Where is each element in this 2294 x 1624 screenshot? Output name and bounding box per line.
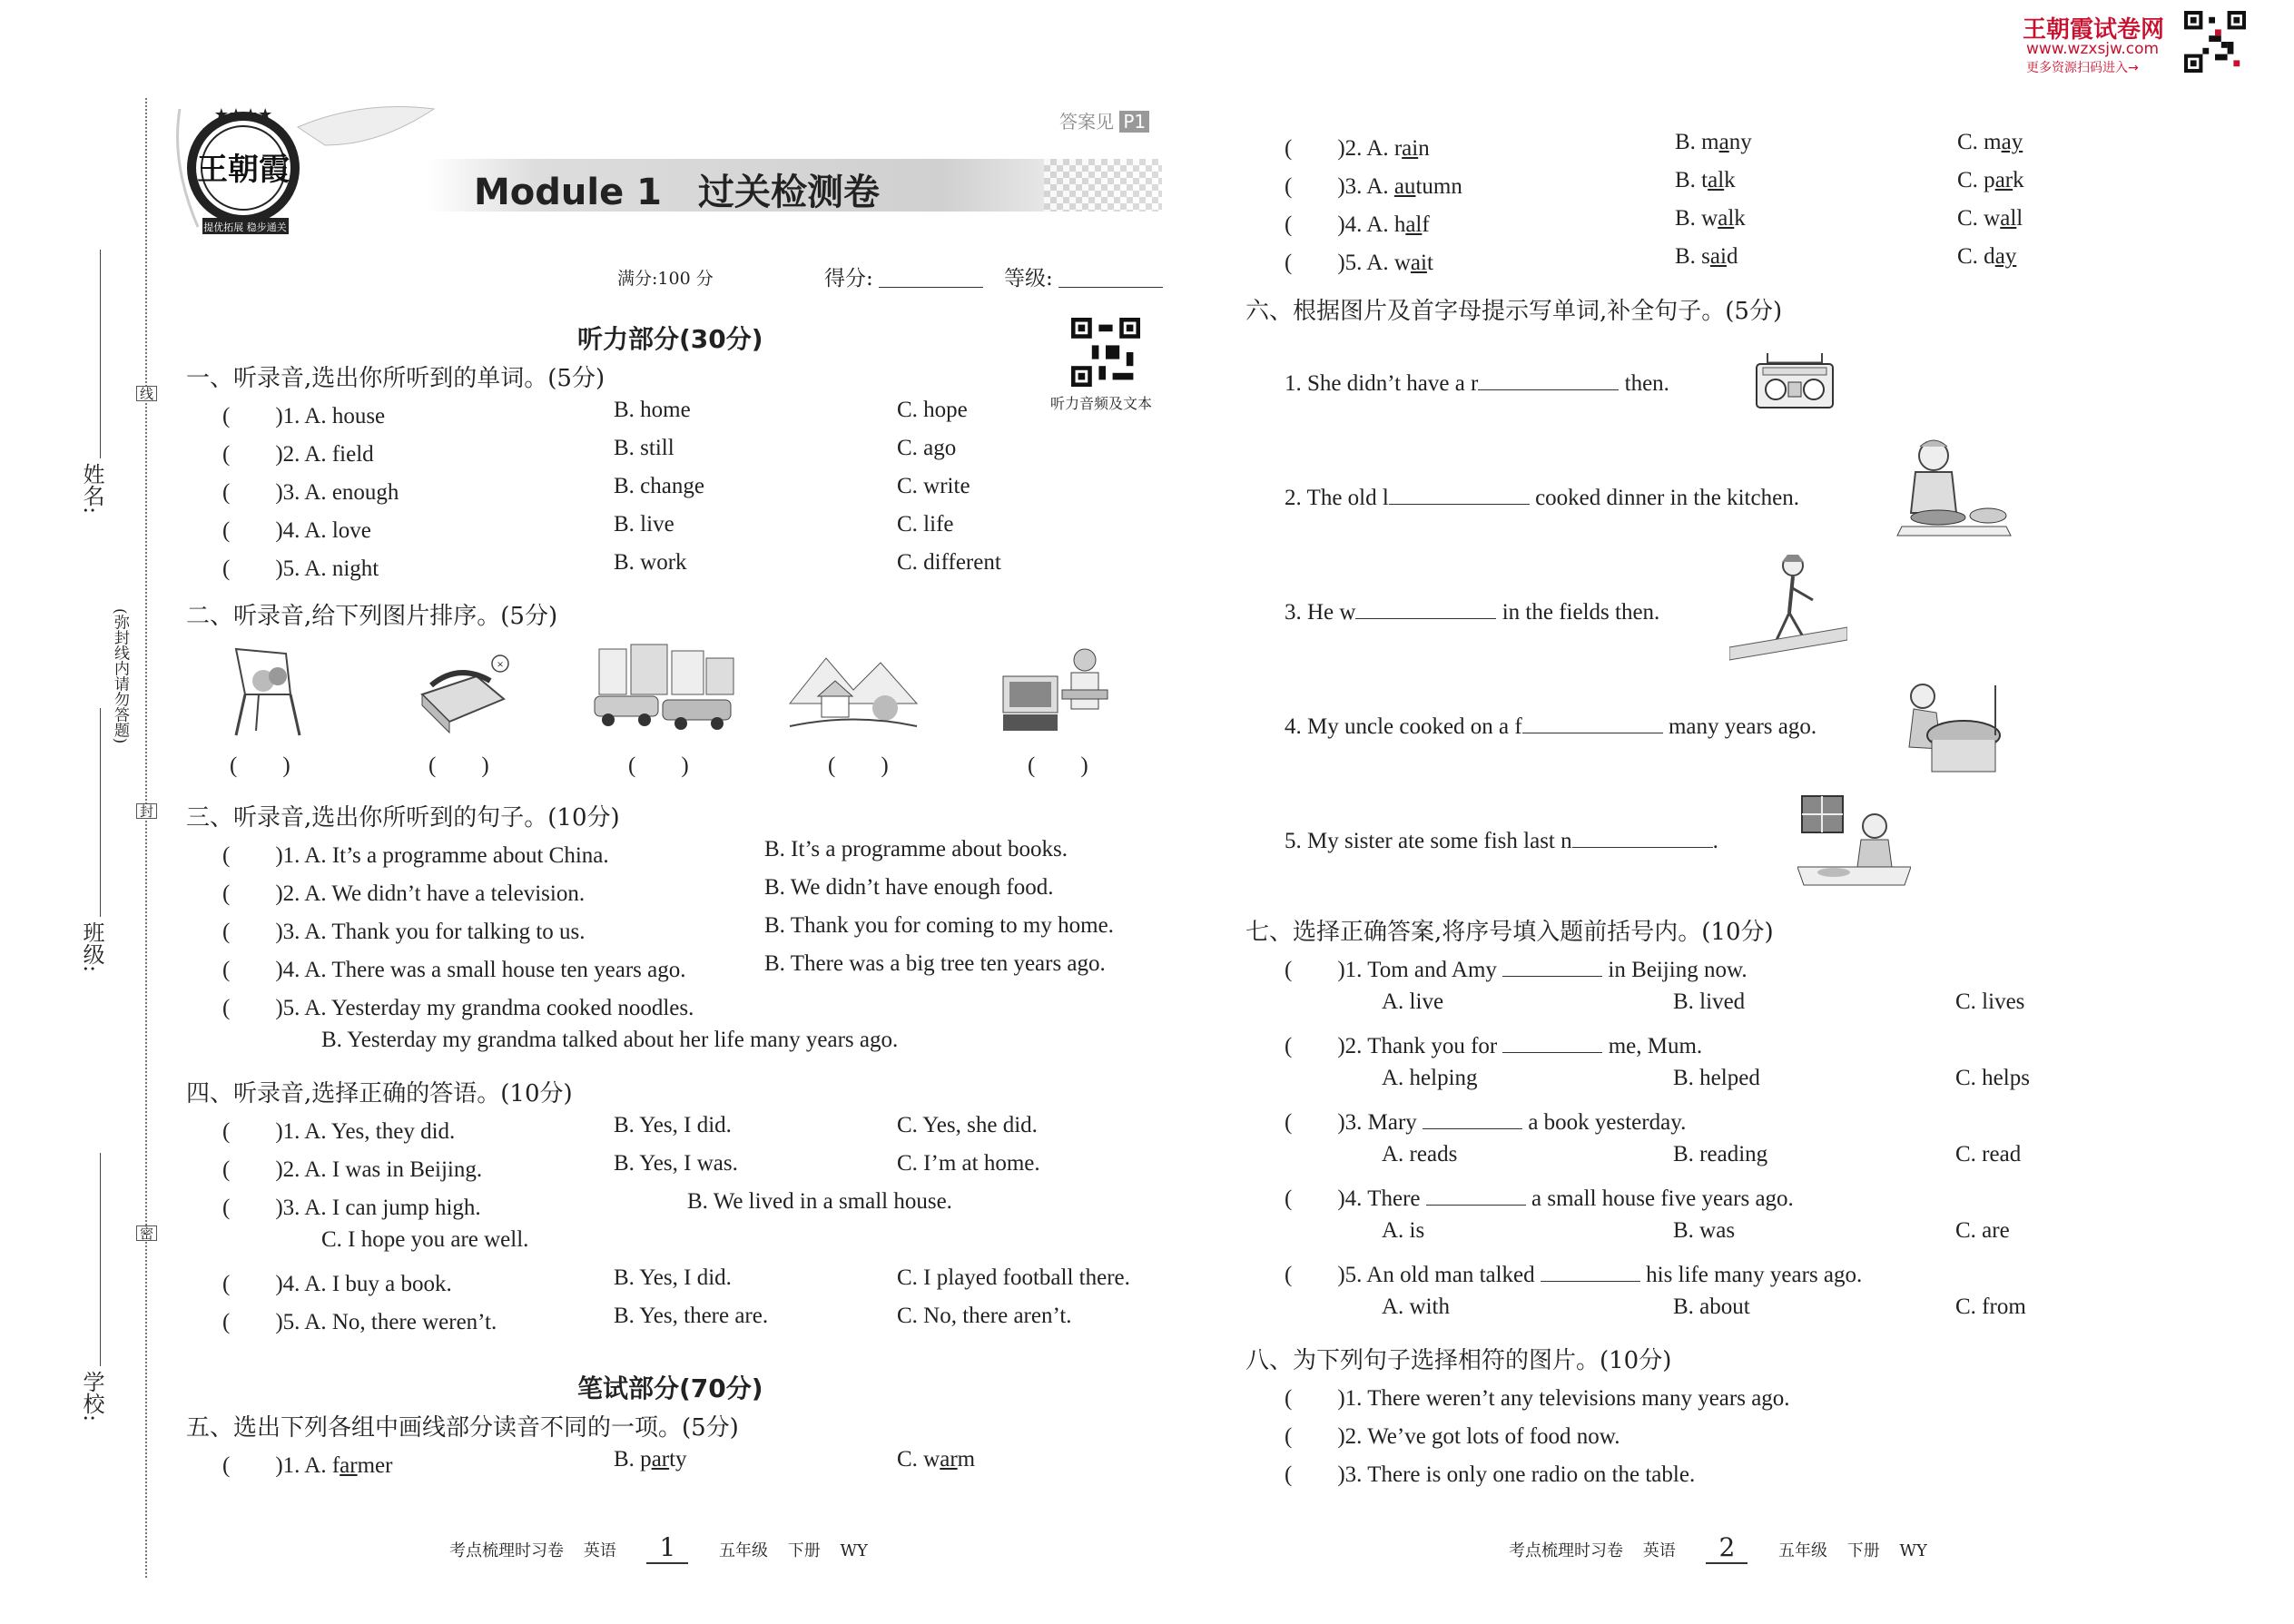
s4-q2-c: C. I’m at home. [897,1151,1040,1176]
s5-q3-c [1957,168,2024,193]
footer2-subject: 英语 [1642,1541,1676,1560]
footer2-grade: 五年级 [1778,1541,1828,1560]
s5-q3-b3: k [1724,168,1736,192]
s2-paren-2[interactable]: ( ) [428,753,489,778]
page1-footer [449,1532,868,1564]
s7-q3-c: C. read [1955,1142,2022,1166]
s7-q2-b: B. helped [1673,1066,1760,1090]
s4-q3-a[interactable]: ( )3. A. I can jump high. [222,1196,481,1220]
seal-char-seal: 封 [136,803,157,819]
s3-q3-b: B. Thank you for coming to my home. [764,913,1114,938]
svg-text:王朝霞: 王朝霞 [197,152,290,188]
s3-q3-a[interactable]: ( )3. A. Thank you for talking to us. [222,920,586,944]
s4-q5-b: B. Yes, there are. [614,1304,769,1328]
s5-q1-b3: ty [669,1447,687,1471]
s5-q2-c1: C. m [1957,130,2002,154]
s7-q2-a: A. helping [1382,1066,1478,1090]
s4-q2-a[interactable]: ( )2. A. I was in Beijing. [222,1157,483,1182]
s5-q5-c [1957,244,2016,270]
s3-q1-a[interactable]: ( )1. A. It’s a programme about China. [222,843,609,868]
s5-q5-b3: d [1726,244,1738,269]
svg-text:提优拓展 稳步通关: 提优拓展 稳步通关 [203,221,287,233]
s7-q2-post: me, Mum. [1602,1034,1703,1058]
footer1-ed: WY [840,1541,868,1560]
s6-q5[interactable] [1285,827,1718,854]
s1-q1-b: B. home [614,398,691,422]
footer2-ed: WY [1899,1541,1927,1560]
s5-q5-c2: ay [1994,244,2017,269]
s7-q3[interactable] [1285,1104,1686,1137]
s5-q1-c3: m [957,1447,976,1471]
s7-q3-b: B. reading [1673,1142,1768,1166]
s4-q1-a[interactable]: ( )1. A. Yes, they did. [222,1119,456,1144]
footer1-series: 考点梳理时习卷 [449,1541,564,1560]
s1-q5-c: C. different [897,550,1001,575]
telephone-picture [413,649,513,740]
s6-q4[interactable] [1285,713,1816,740]
s5-q4-c [1957,206,2023,231]
name-label: 姓名: [79,463,104,515]
s6-q3-pre: 3. He w [1285,600,1356,625]
s6-q1-pre: 1. She didn’t have a r [1285,371,1479,396]
s1-q3[interactable]: ( )3. A. enough [222,480,399,505]
s5-q4-num: ( )4. A. [1285,212,1394,237]
answer-ref-label: 答案见 [1059,111,1114,133]
footer2-page: 2 [1706,1532,1748,1564]
s6-q4-blank[interactable] [1522,713,1663,733]
s4-q1-b: B. Yes, I did. [614,1113,732,1137]
audio-qr-icon[interactable] [1071,318,1140,387]
city-traffic-picture [590,640,740,735]
s5-q3-a3: tumn [1415,174,1462,199]
svg-text:×: × [497,657,504,671]
s7-q4[interactable] [1285,1180,1794,1213]
s5-q4-c1: C. w [1957,206,2001,231]
s7-title: 七、选择正确答案,将序号填入题前括号内。(10分) [1245,919,1774,946]
school-line [100,1153,101,1366]
s7-q2-pre: ( )2. Thank you for [1285,1034,1503,1058]
s7-q1-blank[interactable] [1502,956,1602,977]
s5-q1-a1: f [331,1453,340,1478]
s7-q5-blank[interactable] [1541,1261,1640,1282]
s5-q2-a2: ai [1402,136,1419,161]
s7-q5-pre: ( )5. An old man talked [1285,1263,1541,1287]
page2-footer [1509,1532,1927,1564]
school-label: 学校: [79,1371,104,1422]
s1-q2-b: B. still [614,436,674,460]
farmer-walking-picture [1729,549,1847,663]
s1-q2[interactable]: ( )2. A. field [222,442,374,467]
s7-q2-blank[interactable] [1502,1032,1602,1053]
night-dinner-picture [1797,794,1911,890]
s6-q5-post: . [1712,829,1718,853]
old-lady-cooking-picture [1893,436,2015,549]
s5-q4-c3: l [2016,206,2023,231]
s4-q4-b: B. Yes, I did. [614,1265,732,1290]
s5-q4-b2: al [1718,206,1735,231]
s5-q1-num: ( )1. A. [222,1453,332,1478]
s1-q5[interactable]: ( )5. A. night [222,556,379,581]
s1-q4-b: B. live [614,512,674,536]
s6-q4-post: many years ago. [1662,714,1817,739]
s7-q1-a: A. live [1382,989,1444,1014]
seal-char-line: 线 [136,386,157,401]
s7-q5-post: his life many years ago. [1639,1263,1863,1287]
s6-q1[interactable] [1285,369,1669,397]
s5-title: 五、选出下列各组中画线部分读音不同的一项。(5分) [186,1414,739,1442]
s7-q5-a: A. with [1382,1294,1450,1319]
s3-q2-a[interactable]: ( )2. A. We didn’t have a television. [222,881,586,906]
svg-text:★★★★: ★★★★ [213,105,273,123]
brand-url: www.wzxsjw.com [2026,40,2160,58]
s7-q4-post: a small house five years ago. [1525,1186,1794,1211]
s5-q3-c3: k [2013,168,2024,192]
s5-q1-b1: B. p [614,1447,652,1471]
s6-q2-post: cooked dinner in the kitchen. [1529,486,1799,510]
class-label: 班级: [79,921,104,973]
s5-q5-a3: t [1426,251,1433,275]
s5-q5-b [1675,244,1738,270]
s4-q5-a[interactable]: ( )5. A. No, there weren’t. [222,1310,497,1334]
s5-q4-a2: al [1405,212,1423,237]
score-blank[interactable] [879,287,983,288]
s5-q2-b1: B. m [1675,130,1719,154]
s5-q2-b3: ny [1728,130,1752,154]
s1-q1[interactable]: ( )1. A. house [222,404,386,428]
grade-blank[interactable] [1058,287,1163,288]
s8-q3[interactable]: ( )3. There is only one radio on the table. [1285,1462,1696,1487]
s4-q5-c: C. No, there aren’t. [897,1304,1072,1328]
s8-q2[interactable]: ( )2. We’ve got lots of food now. [1285,1424,1620,1449]
s1-title: 一、听录音,选出你所听到的单词。(5分) [186,365,605,392]
listening-title: 听力部分(30分) [577,324,763,354]
answer-ref [1059,107,1149,133]
name-line [100,250,101,458]
s4-q2-b: B. Yes, I was. [614,1151,738,1176]
brand-more: 更多资源扫码进入→ [2026,61,2139,75]
s7-q5-c: C. from [1955,1294,2026,1319]
s6-q3[interactable] [1285,598,1659,625]
grade-label: 等级: [1004,267,1053,290]
chair-toys-picture [218,640,313,740]
s1-q4-c: C. life [897,512,954,536]
s7-q2-c: C. helps [1955,1066,2030,1090]
s5-q1-a[interactable] [222,1447,392,1480]
s6-q2-pre: 2. The old l [1285,486,1389,510]
s4-title: 四、听录音,选择正确的答语。(10分) [186,1080,573,1107]
s5-q4-a1: h [1393,212,1406,237]
s5-q4-a3: f [1422,212,1430,237]
s5-q5-c1: C. d [1957,244,1995,269]
s7-q4-blank[interactable] [1426,1185,1526,1206]
s8-title: 八、为下列句子选择相符的图片。(10分) [1245,1347,1672,1374]
s5-q3-a2: au [1393,174,1416,199]
s6-q1-post: then. [1619,371,1669,396]
s5-q5-num: ( )5. A. [1285,251,1394,275]
s2-paren-1[interactable]: ( ) [230,753,290,778]
s3-q5-b: B. Yesterday my grandma talked about her life many years ago. [321,1028,899,1052]
s3-q4-a[interactable]: ( )4. A. There was a small house ten years ago. [222,958,686,982]
footer2-vol: 下册 [1846,1541,1880,1560]
s7-q1-pre: ( )1. Tom and Amy [1285,958,1503,982]
s3-q4-b: B. There was a big tree ten years ago. [764,951,1106,976]
s1-q3-c: C. write [897,474,970,498]
s4-q3-c: C. I hope you are well. [321,1227,529,1252]
s6-q2-blank[interactable] [1389,484,1530,505]
s6-q1-blank[interactable] [1478,369,1619,390]
s7-q4-b: B. was [1673,1218,1736,1243]
s7-q2[interactable] [1285,1028,1702,1060]
s5-q1-a3: mer [357,1453,393,1478]
class-line [100,708,101,917]
s5-q5-b1: B. s [1675,244,1710,269]
s7-q5-b: B. about [1673,1294,1750,1319]
s5-q5-b2: ai [1709,244,1727,269]
s7-q4-a: A. is [1382,1218,1425,1243]
s5-q4-b [1675,206,1746,231]
s7-q4-c: C. are [1955,1218,2010,1243]
s5-q3-c1: C. p [1957,168,1995,192]
s6-q2[interactable] [1285,484,1799,511]
s6-q3-post: in the fields then. [1496,600,1660,625]
s1-q5-b: B. work [614,550,687,575]
footer1-vol: 下册 [787,1541,821,1560]
s6-q5-blank[interactable] [1572,827,1713,848]
s5-q2-b2: a [1718,130,1729,154]
s7-q3-blank[interactable] [1423,1108,1522,1129]
s7-q1-b: B. lived [1673,989,1746,1014]
s5-q2-b [1675,130,1752,155]
s7-q1[interactable] [1285,951,1748,984]
brand-name: 王朝霞试卷网 [2023,16,2165,44]
s6-q4-pre: 4. My uncle cooked on a f [1285,714,1522,739]
s1-q1-c: C. hope [897,398,968,422]
s5-q3-a[interactable] [1285,168,1462,201]
s1-q4[interactable]: ( )4. A. love [222,518,371,543]
s7-q4-pre: ( )4. There [1285,1186,1426,1211]
footer1-page: 1 [646,1532,688,1564]
s7-q3-post: a book yesterday. [1522,1110,1687,1135]
s5-q3-c2: ar [1994,168,2013,192]
s7-q1-post: in Beijing now. [1602,958,1748,982]
s5-q4-b3: k [1734,206,1746,231]
qr-code-icon[interactable] [2184,11,2246,73]
s5-q2-a[interactable] [1285,130,1430,162]
footer1-subject: 英语 [583,1541,616,1560]
s4-q1-c: C. Yes, she did. [897,1113,1038,1137]
s7-q1-c: C. lives [1955,989,2025,1014]
s7-q3-a: A. reads [1382,1142,1458,1166]
seal-note: (弥封线内请勿答题) [111,608,129,744]
s5-q2-c2: ay [2001,130,2023,154]
s6-q3-blank[interactable] [1355,598,1496,619]
seal-char-secret: 密 [136,1225,157,1241]
footer2-series: 考点梳理时习卷 [1509,1541,1623,1560]
s6-title: 六、根据图片及首字母提示写单词,补全句子。(5分) [1245,298,1783,325]
s2-paren-4[interactable]: ( ) [828,753,889,778]
s5-q2-c [1957,130,2023,155]
s2-title: 二、听录音,给下列图片排序。(5分) [186,603,558,630]
s5-q4-a[interactable] [1285,206,1430,239]
s2-paren-5[interactable]: ( ) [1028,753,1088,778]
binding-dotted-line [145,98,147,1578]
radio-picture [1754,349,1836,411]
s4-q4-a[interactable]: ( )4. A. I buy a book. [222,1272,452,1296]
s3-q2-b: B. We didn’t have enough food. [764,875,1054,900]
s5-q2-num: ( )2. A. [1285,136,1394,161]
s5-q3-b2: al [1708,168,1725,192]
s8-q1[interactable]: ( )1. There weren’t any televisions many years ago. [1285,1386,1790,1411]
s5-q2-a1: r [1393,136,1403,161]
title-banner-checker [1044,159,1162,212]
s5-q1-c1: C. w [897,1447,940,1471]
s5-q3-num: ( )3. A. [1285,174,1394,199]
s3-title: 三、听录音,选出你所听到的句子。(10分) [186,804,620,832]
writing-title: 笔试部分(70分) [577,1373,763,1403]
s1-q2-c: C. ago [897,436,957,460]
s3-q5-a[interactable]: ( )5. A. Yesterday my grandma cooked noodles. [222,996,694,1020]
s2-paren-3[interactable]: ( ) [628,753,689,778]
s5-q3-b [1675,168,1736,193]
s5-q1-c [897,1447,975,1472]
s5-q4-c2: al [2000,206,2017,231]
footer1-grade: 五年级 [719,1541,769,1560]
s5-q1-a2: ar [340,1453,358,1478]
s5-q2-a3: n [1418,136,1430,161]
village-landscape-picture [785,640,921,740]
s7-q3-pre: ( )3. Mary [1285,1110,1423,1135]
fire-cooking-picture [1886,676,2004,781]
s1-q3-b: B. change [614,474,704,498]
s5-q5-a2: ai [1410,251,1427,275]
score-total: 满分:100 分 [617,269,714,289]
s4-q4-c: C. I played football there. [897,1265,1130,1290]
s4-q3-b: B. We lived in a small house. [687,1189,952,1214]
tv-room-picture [999,640,1112,735]
answer-ref-page: P1 [1119,111,1149,133]
s5-q3-b1: B. t [1675,168,1708,192]
brand-badge-icon [162,91,461,245]
audio-qr-caption: 听力音频及文本 [1050,395,1153,412]
s5-q1-c2: ar [940,1447,958,1471]
score-label: 得分: [824,267,873,290]
page-title: Module 1 过关检测卷 [474,172,880,213]
s6-q5-pre: 5. My sister ate some fish last n [1285,829,1572,853]
s5-q4-b1: B. w [1675,206,1718,231]
s5-q1-b2: ar [651,1447,670,1471]
s5-q5-a1: w [1393,251,1411,275]
s5-q5-a[interactable] [1285,244,1433,277]
s3-q1-b: B. It’s a programme about books. [764,837,1068,861]
s5-q1-b [614,1447,687,1472]
s7-q5[interactable] [1285,1256,1862,1289]
